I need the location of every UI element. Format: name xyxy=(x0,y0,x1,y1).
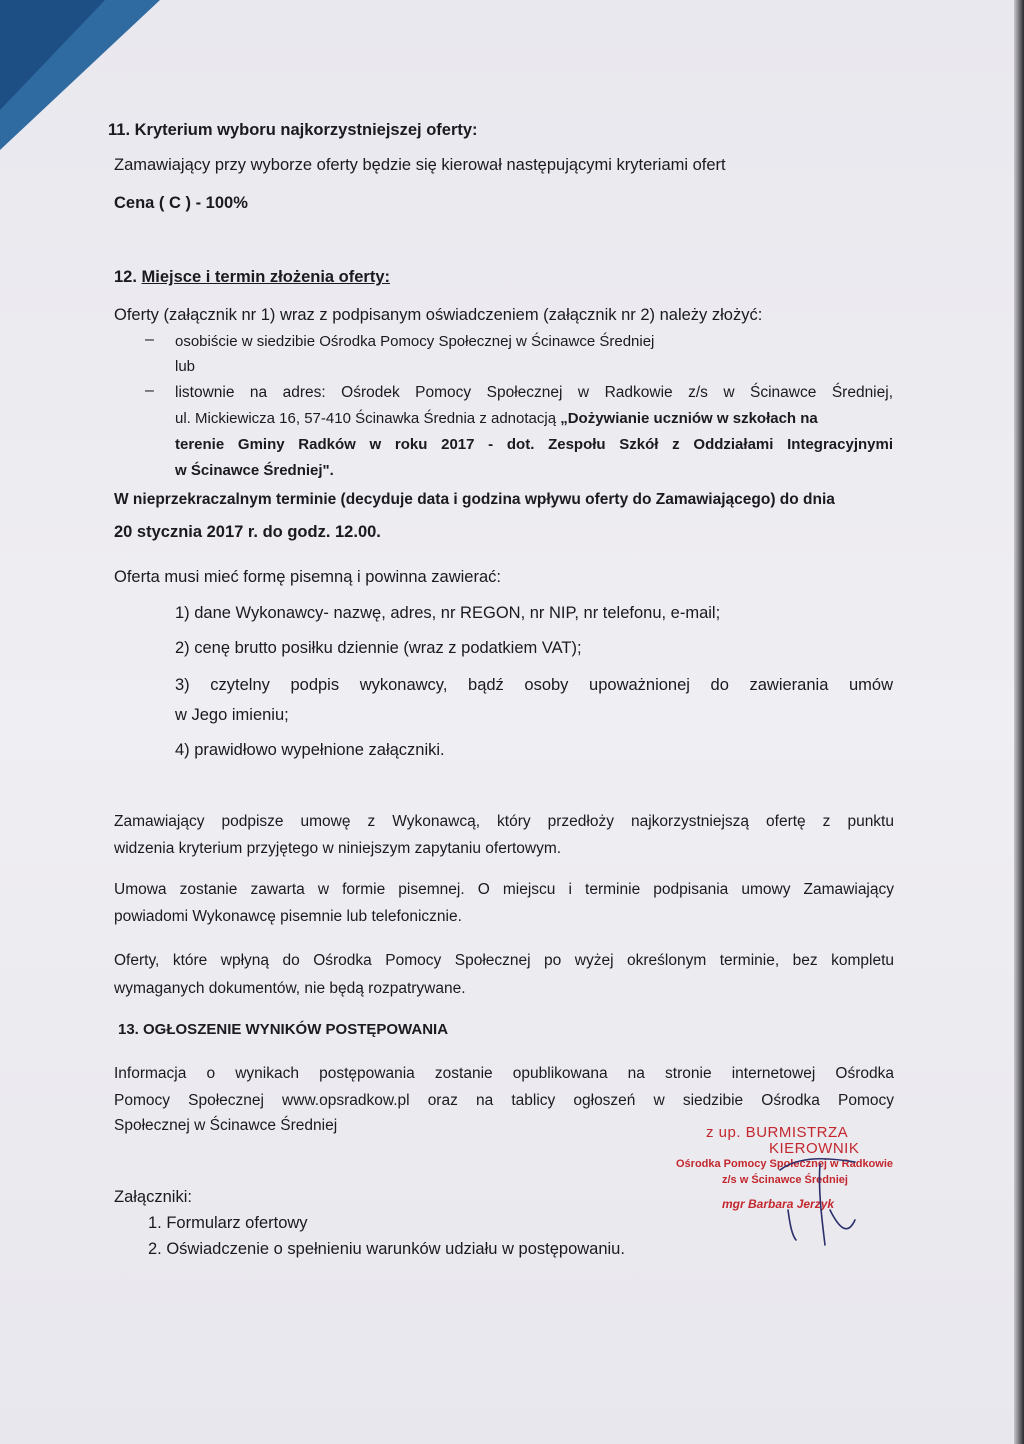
section-11-intro: Zamawiający przy wyborze oferty będzie się kierował następującymi kryteriami ofert xyxy=(114,156,726,174)
section-12-number: 12. xyxy=(114,268,142,286)
paragraph-3-line-1: Oferty, które wpłyną do Ośrodka Pomocy Społecznej po wyżej określonym terminie, bez kompletu xyxy=(114,952,894,969)
deadline-line-2: 20 stycznia 2017 r. do godz. 12.00. xyxy=(114,523,381,541)
form-item-2: 2) cenę brutto posiłku dziennie (wraz z podatkiem VAT); xyxy=(175,639,582,657)
section-11-heading: 11. Kryterium wyboru najkorzystniejszej oferty: xyxy=(108,121,478,139)
form-item-4: 4) prawidłowo wypełnione załączniki. xyxy=(175,741,445,759)
stamp-line-4: z/s w Ścinawce Średniej xyxy=(722,1174,848,1186)
section-13-line-3: Społecznej w Ścinawce Średniej xyxy=(114,1117,338,1134)
form-item-3-line-1: 3) czytelny podpis wykonawcy, bądź osoby upoważnionej do zawierania umów xyxy=(175,676,893,694)
attachment-item-2: 2. Oświadczenie o spełnieniu warunków udziału w postępowaniu. xyxy=(148,1240,625,1258)
section-12-intro: Oferty (załącznik nr 1) wraz z podpisanym oświadczeniem (załącznik nr 2) należy złożyć: xyxy=(114,306,763,324)
paragraph-2-line-2: powiadomi Wykonawcę pisemnie lub telefonicznie. xyxy=(114,908,462,925)
bullet-2-annotation-start: „Dożywianie uczniów w szkołach na xyxy=(560,410,818,427)
attachment-item-1: 1. Formularz ofertowy xyxy=(148,1214,308,1232)
section-13-line-2: Pomocy Społecznej www.opsradkow.pl oraz na tablicy ogłoszeń w siedzibie Ośrodka Pomocy xyxy=(114,1092,894,1109)
stamp-line-5: mgr Barbara Jerzyk xyxy=(722,1197,835,1211)
section-13-heading: 13. OGŁOSZENIE WYNIKÓW POSTĘPOWANIA xyxy=(118,1021,449,1038)
stamp-line-1: z up. BURMISTRZA xyxy=(706,1124,849,1141)
paragraph-1-line-2: widzenia kryterium przyjętego w niniejszym zapytaniu ofertowym. xyxy=(114,840,562,857)
bullet-2-line-3: terenie Gminy Radków w roku 2017 - dot. Zespołu Szkół z Oddziałami Integracyjnymi xyxy=(175,436,893,453)
form-item-3-line-2: w Jego imieniu; xyxy=(175,706,289,724)
section-12-title: Miejsce i termin złożenia oferty: xyxy=(141,268,391,286)
form-intro: Oferta musi mieć formę pisemną i powinna zawierać: xyxy=(114,568,501,586)
section-12-heading xyxy=(114,266,390,288)
bullet-2-address: ul. Mickiewicza 16, 57-410 Ścinawka Średnia z adnotacją xyxy=(175,410,561,427)
bullet-2-line-2 xyxy=(175,408,818,430)
bullet-dash-2: – xyxy=(145,382,154,399)
scan-edge xyxy=(1014,0,1024,1444)
bullet-dash-1: – xyxy=(145,331,154,348)
paragraph-2-line-1: Umowa zostanie zawarta w formie pisemnej. O miejscu i terminie podpisania umowy Zamawiający xyxy=(114,881,894,898)
paragraph-1-line-1: Zamawiający podpisze umowę z Wykonawcą, który przedłoży najkorzystniejszą ofertę z punktu xyxy=(114,813,894,830)
deadline-line-1: W nieprzekraczalnym terminie (decyduje data i godzina wpływu oferty do Zamawiającego) do dnia xyxy=(114,491,835,508)
bullet-1: osobiście w siedzibie Ośrodka Pomocy Społecznej w Ścinawce Średniej xyxy=(175,333,655,350)
form-item-1: 1) dane Wykonawcy- nazwę, adres, nr REGON, nr NIP, nr telefonu, e-mail; xyxy=(175,604,721,622)
bullet-2-line-4: w Ścinawce Średniej". xyxy=(175,462,334,479)
handwritten-signature xyxy=(770,1150,880,1250)
bullet-2-line-1: listownie na adres: Ośrodek Pomocy Społecznej w Radkowie z/s w Ścinawce Średniej, xyxy=(175,384,893,401)
paragraph-3-line-2: wymaganych dokumentów, nie będą rozpatrywane. xyxy=(114,980,466,997)
section-13-line-1: Informacja o wynikach postępowania zostanie opublikowana na stronie internetowej Ośrodka xyxy=(114,1065,894,1082)
attachments-label: Załączniki: xyxy=(114,1188,192,1206)
stamp-line-3: Ośrodka Pomocy Społecznej w Radkowie xyxy=(676,1158,894,1170)
section-11-criterion: Cena ( C ) - 100% xyxy=(114,194,248,212)
bullet-or: lub xyxy=(175,358,196,375)
stamp-line-2: KIEROWNIK xyxy=(769,1140,860,1157)
page-corner-fold-shade xyxy=(0,0,105,110)
